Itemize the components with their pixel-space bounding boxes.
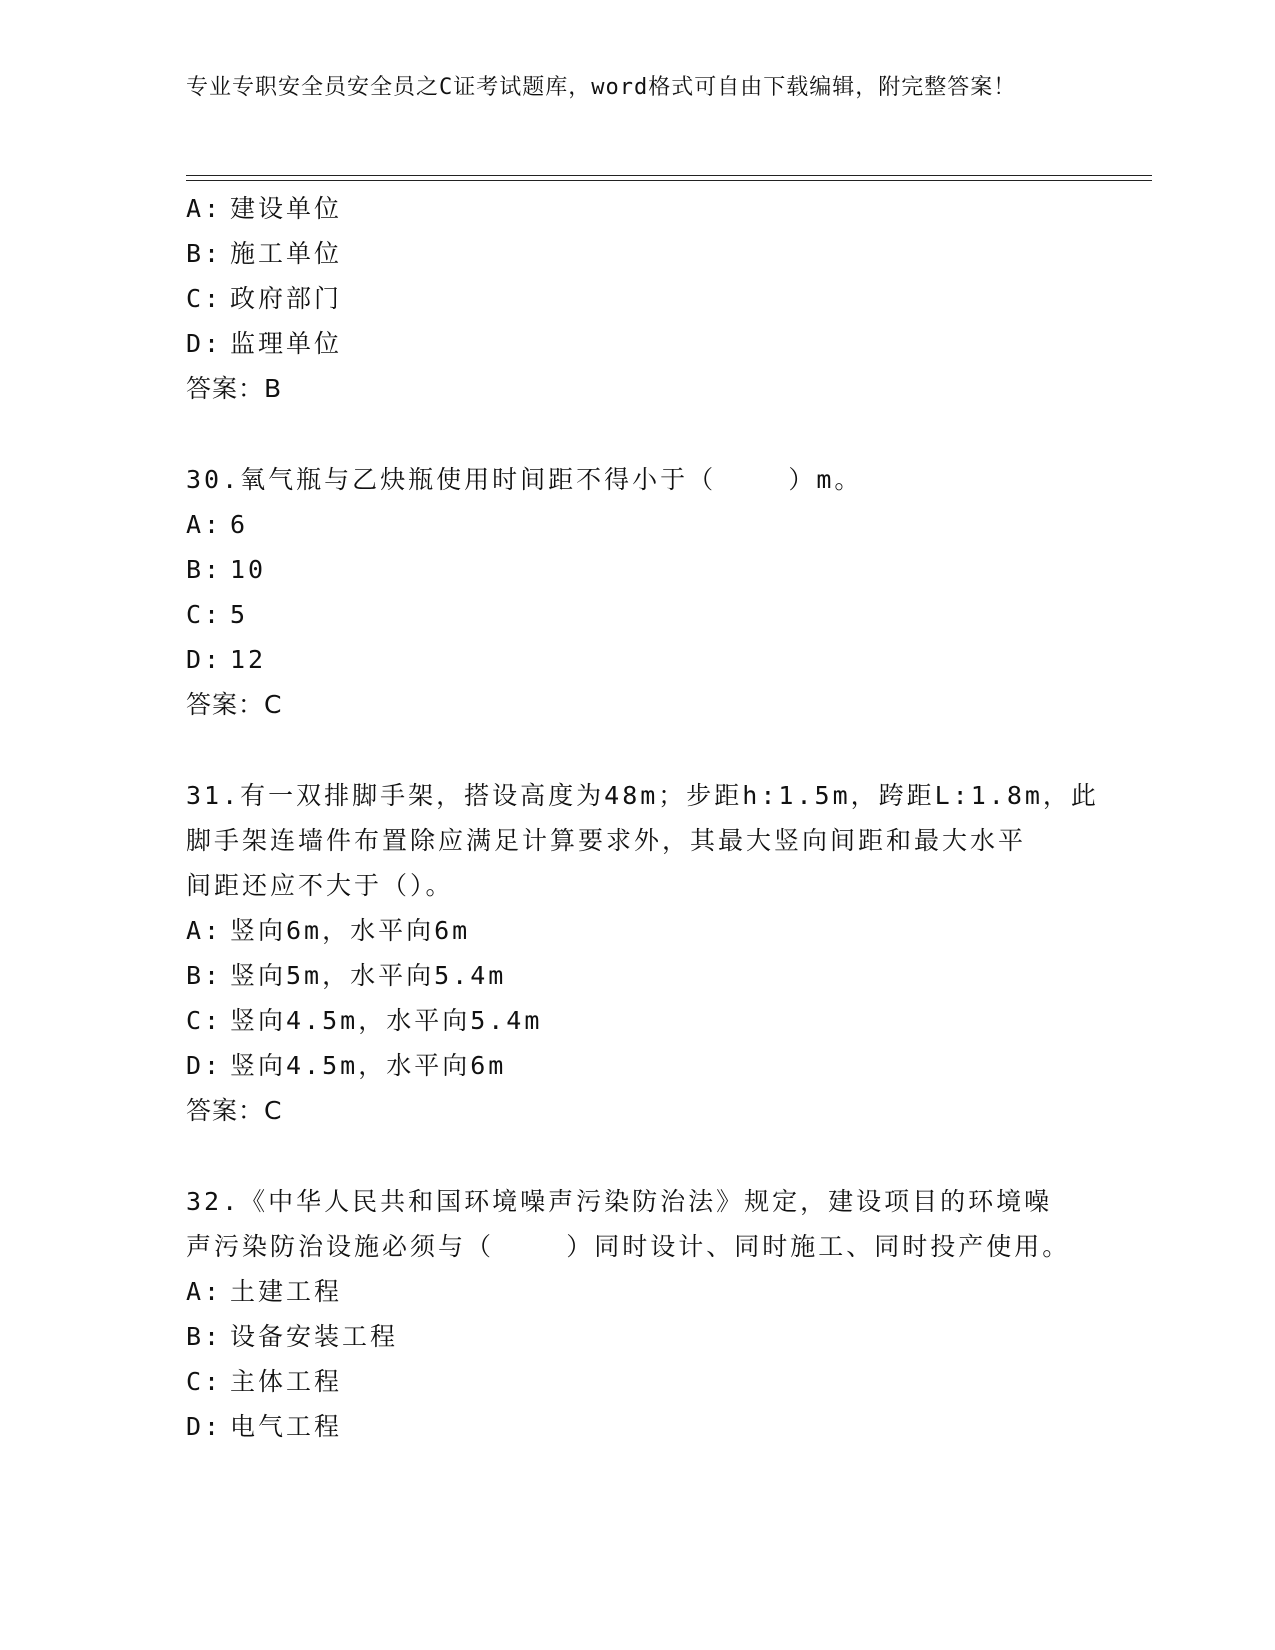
option-text: 建设单位	[230, 194, 343, 223]
option-d	[186, 1043, 1086, 1088]
option-text: 主体工程	[230, 1367, 343, 1396]
option-d	[186, 1404, 1086, 1449]
option-d	[186, 637, 1086, 682]
answer-line: 答案：B	[186, 374, 283, 403]
question-text: 30.氧气瓶与乙炔瓶使用时间距不得小于（ ）m。	[186, 465, 863, 494]
option-text: 竖向4.5m，水平向6m	[230, 1051, 507, 1080]
option-label: D:	[186, 1051, 223, 1080]
question-text-line: 32.《中华人民共和国环境噪声污染防治法》规定，建设项目的环境噪	[186, 1187, 1053, 1216]
question-list	[186, 186, 1099, 1449]
option-label: B:	[186, 1322, 223, 1351]
option-text: 监理单位	[230, 329, 343, 358]
question-text-line: 声污染防治设施必须与（ ）同时设计、同时施工、同时投产使用。	[186, 1232, 1071, 1261]
spacer	[186, 411, 1086, 457]
option-b	[186, 231, 1086, 276]
option-label: C:	[186, 284, 223, 313]
option-text: 竖向6m，水平向6m	[230, 916, 471, 945]
question-29	[186, 186, 1086, 411]
option-label: A:	[186, 916, 223, 945]
option-text: 施工单位	[230, 239, 343, 268]
question-31	[186, 773, 1099, 1133]
question-30	[186, 457, 1086, 727]
option-text: 10	[230, 555, 267, 584]
option-a	[186, 502, 1086, 547]
option-label: C:	[186, 600, 223, 629]
option-b	[186, 547, 1086, 592]
question-32	[186, 1179, 1086, 1449]
option-text: 政府部门	[230, 284, 343, 313]
option-c	[186, 276, 1086, 321]
option-text: 电气工程	[230, 1412, 343, 1441]
option-label: B:	[186, 961, 223, 990]
option-a	[186, 1269, 1086, 1314]
option-label: A:	[186, 194, 223, 223]
spacer	[186, 727, 1086, 773]
question-text-line: 间距还应不大于（）。	[186, 871, 454, 900]
option-text: 6	[230, 510, 249, 539]
option-c	[186, 592, 1086, 637]
spacer	[186, 1133, 1086, 1179]
option-text: 5	[230, 600, 249, 629]
question-text-line: 脚手架连墙件布置除应满足计算要求外，其最大竖向间距和最大水平	[186, 826, 1027, 855]
header-rule-bottom	[186, 180, 1152, 181]
question-text-line: 31.有一双排脚手架，搭设高度为48m；步距h:1.5m，跨距L:1.8m，此	[186, 781, 1099, 810]
option-label: B:	[186, 555, 223, 584]
option-a	[186, 186, 1086, 231]
option-text: 12	[230, 645, 267, 674]
answer-line: 答案：C	[186, 690, 283, 719]
option-text: 竖向5m，水平向5.4m	[230, 961, 507, 990]
option-c	[186, 1359, 1086, 1404]
option-label: A:	[186, 510, 223, 539]
option-text: 土建工程	[230, 1277, 343, 1306]
option-label: D:	[186, 329, 223, 358]
option-label: D:	[186, 645, 223, 674]
option-label: A:	[186, 1277, 223, 1306]
option-text: 竖向4.5m，水平向5.4m	[230, 1006, 543, 1035]
option-label: B:	[186, 239, 223, 268]
option-label: D:	[186, 1412, 223, 1441]
option-b	[186, 953, 1086, 998]
option-b	[186, 1314, 1086, 1359]
option-text: 设备安装工程	[230, 1322, 399, 1351]
option-label: C:	[186, 1006, 223, 1035]
document-header-title: 专业专职安全员安全员之C证考试题库，word格式可自由下载编辑，附完整答案！	[186, 75, 1017, 100]
option-label: C:	[186, 1367, 223, 1396]
answer-line: 答案：C	[186, 1096, 283, 1125]
option-a	[186, 908, 1086, 953]
option-d	[186, 321, 1086, 366]
header-rule-top	[186, 175, 1152, 176]
option-c	[186, 998, 1086, 1043]
